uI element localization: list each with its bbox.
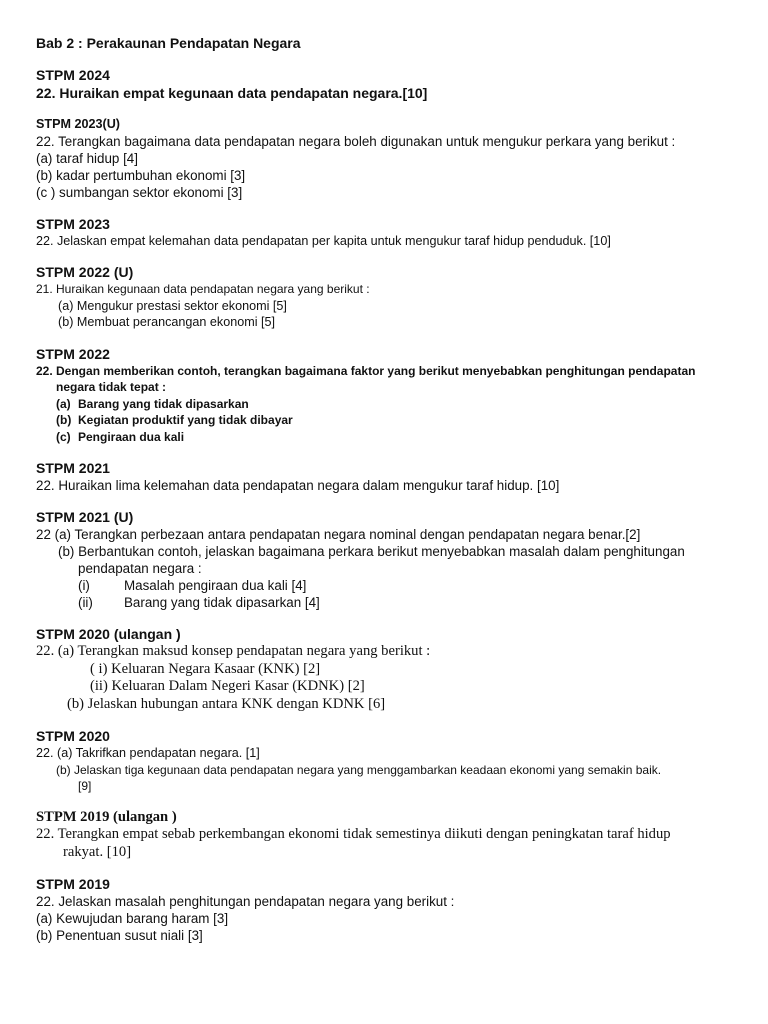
item-label: (b) xyxy=(56,413,72,427)
question-item: (a) Mengukur prestasi sektor ekonomi [5] xyxy=(58,298,287,313)
question-item: (b) kadar pertumbuhan ekonomi [3] xyxy=(36,167,246,183)
question-2020-a: 22. (a) Takrifkan pendapatan negara. [1] xyxy=(36,746,260,760)
question-2019: 22. Jelaskan masalah penghitungan pendapatan negara yang berikut : xyxy=(36,894,455,909)
item-label: (c) xyxy=(56,429,71,444)
item-label: (i) xyxy=(78,578,90,593)
question-item xyxy=(36,396,736,413)
item-text: Barang yang tidak dipasarkan [4] xyxy=(124,595,320,610)
section-heading-2024: STPM 2024 xyxy=(36,67,110,83)
item-text: Masalah pengiraan dua kali [4] xyxy=(124,578,307,593)
item-text: Barang yang tidak dipasarkan xyxy=(78,396,249,411)
section-heading-2021: STPM 2021 xyxy=(36,460,110,476)
question-2022-cont: negara tidak tepat : xyxy=(56,380,167,394)
question-2019ul-cont: rakyat. [10] xyxy=(63,843,132,860)
question-2022: 22. Dengan memberikan contoh, terangkan bagaimana faktor yang berikut menyebabkan penghitungan pendapatan xyxy=(36,363,696,378)
question-item xyxy=(36,577,736,594)
question-item: (b) Penentuan susut niali [3] xyxy=(36,928,203,943)
question-item: ( i) Keluaran Negara Kasaar (KNK) [2] xyxy=(90,660,321,677)
question-2023: 22. Jelaskan empat kelemahan data pendapatan per kapita untuk mengukur taraf hidup penduduk. [10] xyxy=(36,233,611,248)
section-heading-2019-ulangan: STPM 2019 (ulangan ) xyxy=(36,808,177,825)
question-item: (c ) sumbangan sektor ekonomi [3] xyxy=(36,184,243,200)
section-heading-2020-ulangan: STPM 2020 (ulangan ) xyxy=(36,626,181,642)
question-item: (a) taraf hidup [4] xyxy=(36,150,138,166)
question-2021u-b-cont: pendapatan negara : xyxy=(78,561,202,576)
question-2021: 22. Huraikan lima kelemahan data pendapatan negara dalam mengukur taraf hidup. [10] xyxy=(36,478,560,493)
section-heading-2023u: STPM 2023(U) xyxy=(36,117,120,131)
item-text: Kegiatan produktif yang tidak dibayar xyxy=(78,413,293,427)
document-page xyxy=(36,34,736,944)
question-2024: 22. Huraikan empat kegunaan data pendapatan negara.[10] xyxy=(36,85,428,101)
question-2020-b: (b) Jelaskan tiga kegunaan data pendapatan negara yang menggambarkan keadaan ekonomi yang semakin baik. xyxy=(56,762,662,777)
question-2020ul-b: (b) Jelaskan hubungan antara KNK dengan KDNK [6] xyxy=(67,695,386,712)
question-item xyxy=(36,594,736,611)
page-title: Bab 2 : Perakaunan Pendapatan Negara xyxy=(36,35,301,51)
question-2020-b-cont: [9] xyxy=(78,779,92,793)
item-label: (a) xyxy=(56,396,71,411)
question-2019ul: 22. Terangkan empat sebab perkembangan ekonomi tidak semestinya diikuti dengan peningkatan taraf hidup xyxy=(36,826,671,842)
question-item: (b) Membuat perancangan ekonomi [5] xyxy=(58,315,276,329)
question-item: (a) Kewujudan barang haram [3] xyxy=(36,911,229,926)
item-text: Pengiraan dua kali xyxy=(78,429,185,444)
section-heading-2019: STPM 2019 xyxy=(36,876,110,892)
question-2022u: 21. Huraikan kegunaan data pendapatan negara yang berikut : xyxy=(36,282,370,296)
section-heading-2022: STPM 2022 xyxy=(36,345,110,362)
question-item xyxy=(36,412,736,429)
question-2021u-a: 22 (a) Terangkan perbezaan antara pendapatan negara nominal dengan pendapatan negara benar.[2] xyxy=(36,527,641,542)
question-2023u: 22. Terangkan bagaimana data pendapatan negara boleh digunakan untuk mengukur perkara yang berikut : xyxy=(36,133,676,149)
question-2020ul-a: 22. (a) Terangkan maksud konsep pendapatan negara yang berikut : xyxy=(36,643,431,659)
section-heading-2022u: STPM 2022 (U) xyxy=(36,264,134,280)
question-item xyxy=(36,429,736,446)
question-2021u-b: (b) Berbantukan contoh, jelaskan bagaimana perkara berikut menyebabkan masalah dalam penghitungan xyxy=(58,544,685,559)
section-heading-2023: STPM 2023 xyxy=(36,215,110,232)
section-heading-2021u: STPM 2021 (U) xyxy=(36,509,134,525)
item-label: (ii) xyxy=(78,595,93,610)
section-heading-2020: STPM 2020 xyxy=(36,728,110,744)
question-item: (ii) Keluaran Dalam Negeri Kasar (KDNK) [2] xyxy=(90,678,365,694)
